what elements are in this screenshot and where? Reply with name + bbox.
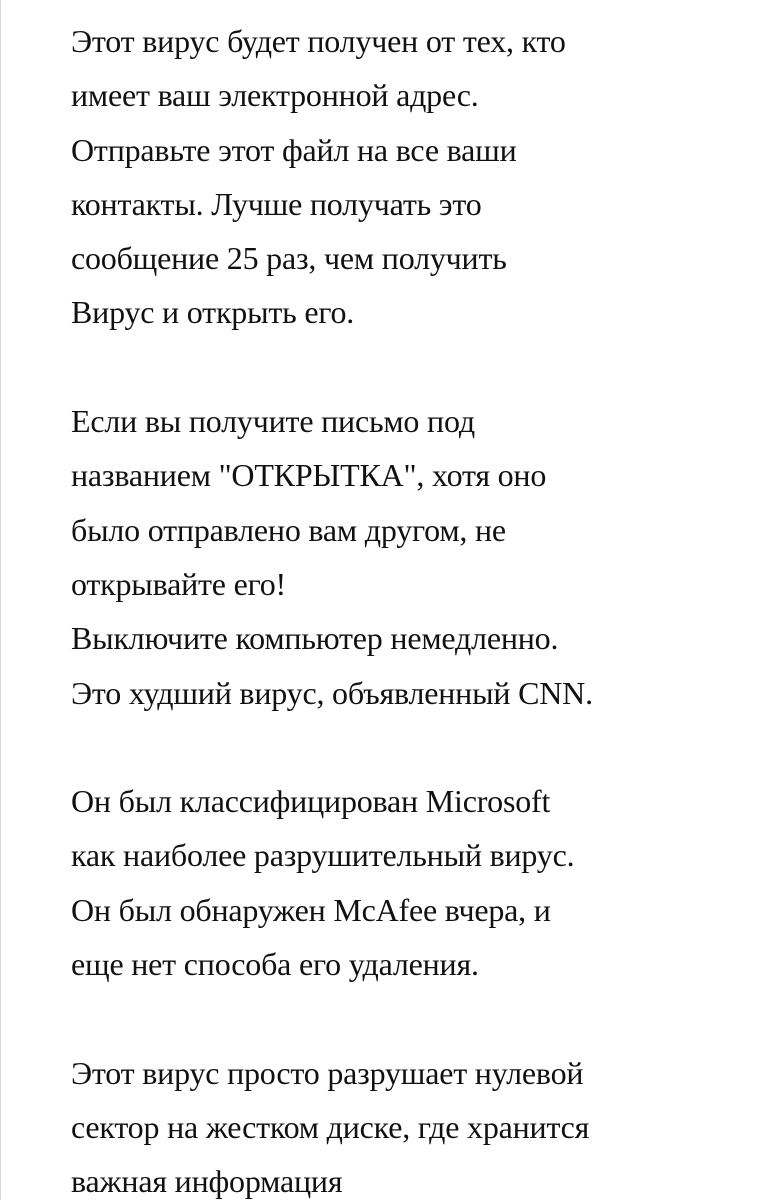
text-line: Это худший вирус, объявленный CNN. <box>71 674 593 711</box>
text-line: Этот вирус просто разрушает нулевой <box>71 1054 584 1091</box>
text-line: Он был обнаружен McAfee вчера, и <box>71 891 551 928</box>
text-line: сектор на жестком диске, где хранится <box>71 1108 590 1145</box>
text-line: имеет ваш электронной адрес. <box>71 77 479 114</box>
text-line: Если вы получите письмо под <box>71 403 475 440</box>
text-line: важная информация <box>71 1163 343 1200</box>
paragraph-spacer <box>71 340 761 394</box>
text-line: Этот вирус будет получен от тех, кто <box>71 23 566 59</box>
text-line: Он был классифицирован Microsoft <box>71 783 551 820</box>
paragraph-spacer <box>71 991 761 1045</box>
text-line: как наиболее разрушительный вирус. <box>71 837 575 874</box>
text-line: было отправлено вам другом, не <box>71 511 506 548</box>
text-line: Выключите компьютер немедленно. <box>71 620 559 657</box>
text-line: еще нет способа его удаления. <box>71 946 479 983</box>
text-line: открывайте его! <box>71 565 287 602</box>
text-line: Вирус и открыть его. <box>71 294 355 331</box>
paragraph-4 <box>71 1046 761 1200</box>
message-body <box>71 14 761 1200</box>
text-line: сообщение 25 раз, чем получить <box>71 240 507 277</box>
paragraph-2 <box>71 394 761 720</box>
text-line: контакты. Лучше получать это <box>71 185 482 222</box>
text-line: названием "ОТКРЫТКА", хотя оно <box>71 457 547 494</box>
text-line: Отправьте этот файл на все ваши <box>71 131 517 168</box>
paragraph-1 <box>71 14 761 340</box>
paragraph-3 <box>71 774 761 991</box>
paragraph-spacer <box>71 720 761 774</box>
